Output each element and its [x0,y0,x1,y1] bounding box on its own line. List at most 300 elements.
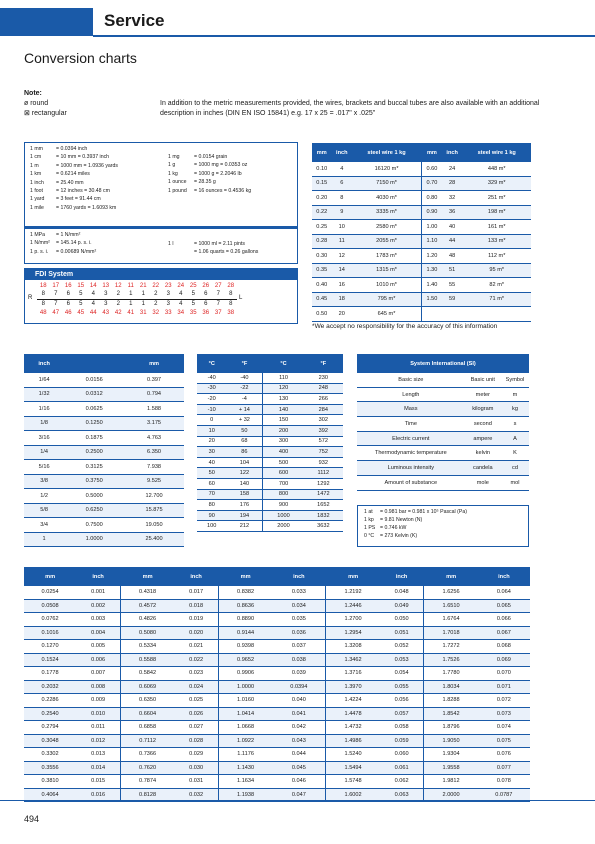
table-cell: 0.070 [478,667,530,681]
unit-name: 1 MPa [30,232,45,238]
page-header [0,8,595,36]
table-cell: 900 [263,500,304,511]
unit-value: = 1.06 quarts = 0.26 gallons [194,249,259,256]
table-cell: 1.2700 [326,613,380,627]
table-cell: 7150 m* [352,176,421,191]
unit-value: = 145.14 p. s. i. [56,240,92,247]
table-cell: 0.25 [312,220,332,235]
table-cell: 0.6250 [64,503,124,518]
table-row [24,599,530,613]
table-row [197,489,343,500]
unit-name: 1 m [30,162,39,169]
length-units-list [30,145,118,212]
si-unit-row [364,524,528,532]
table-cell: 1.10 [421,234,441,249]
table-row [197,478,343,489]
table-cell: kg [501,402,529,417]
table-cell: 0.6604 [120,707,174,721]
unit-row [30,231,96,239]
table-row [24,721,530,735]
table-cell: 198 m* [462,205,531,220]
table-row [197,436,343,447]
table-cell: 0.036 [272,626,326,640]
fdi-tooth-number: 18 [39,283,47,289]
table-row [197,383,343,394]
table-cell: 1.5494 [326,761,380,775]
unit-value: = 0.0154 grain [194,154,228,160]
table-cell: 158 [226,489,262,500]
fdi-tooth-number: 26 [202,283,210,289]
table-cell: 140 [263,404,304,415]
table-cell: 0.053 [380,653,424,667]
table-cell: 51 [442,263,463,278]
unit-value: = 12 inches = 30.48 cm [56,188,110,195]
temp-table-header: °F [226,354,262,373]
table-row [24,460,184,475]
si-unit-value: = 273 Kelvin (K) [380,533,418,539]
table-cell: 0.077 [478,761,530,775]
inch-fraction-table [24,354,184,547]
table-cell: 1.1176 [218,748,272,762]
fdi-title: FDI System [25,269,297,280]
table-cell: Time [357,417,465,432]
table-cell: 10 [197,425,226,436]
unit-row [30,248,96,256]
table-cell: 1.00 [421,220,441,235]
table-cell: 0.056 [380,694,424,708]
fdi-tooth-number: 46 [64,310,72,316]
table-cell: 0.005 [76,640,120,654]
fdi-tooth-number: 38 [227,310,235,316]
table-cell [421,307,441,322]
si-unit-value: = 9.81 Newton (N) [380,517,423,523]
table-cell: 50 [197,468,226,479]
table-cell: 500 [263,457,304,468]
table-cell: 86 [226,447,262,458]
table-cell: 0.011 [76,721,120,735]
table-cell: 2000 [263,521,304,532]
table-cell: 1/2 [24,489,64,504]
table-cell: 0.024 [174,680,218,694]
table-cell: 0.069 [478,653,530,667]
table-cell: 55 [442,278,463,293]
table-cell: 392 [304,425,343,436]
table-cell: 110 [263,373,304,383]
si-unit-row [364,508,528,516]
mm-table-header: inch [174,567,218,586]
unit-row [168,170,251,178]
table-cell: 19.050 [124,518,184,533]
table-row [197,510,343,521]
note-round: ø round [24,100,49,107]
table-row [312,162,531,176]
table-cell: 0.4318 [120,586,174,599]
fdi-tooth-number: 4 [91,301,95,307]
fdi-tooth-number: 11 [127,283,134,289]
table-cell: 0.064 [478,586,530,599]
table-cell: 0.0508 [24,599,76,613]
table-cell: 0.70 [421,176,441,191]
unit-name: 1 l [168,241,174,247]
table-cell: 0.043 [272,734,326,748]
table-cell: 0.031 [174,775,218,789]
divider [24,226,298,227]
table-cell: 1.1634 [218,775,272,789]
table-cell: 120 [263,383,304,394]
table-cell: 0.041 [272,707,326,721]
table-cell: 600 [263,468,304,479]
table-cell: -40 [197,373,226,383]
table-cell: mole [465,475,501,490]
fdi-tooth-number: 6 [66,291,70,297]
unit-name: 1 mg [168,154,180,160]
table-cell: 1.0000 [218,680,272,694]
unit-name: 1 yard [30,196,45,203]
table-cell: 32 [442,191,463,206]
table-cell: -10 [197,404,226,415]
table-cell: 68 [226,436,262,447]
table-cell: 0.049 [380,599,424,613]
wire-table-header: steel wire 1 kg [462,143,531,162]
unit-value: = 0.6214 miles [56,171,90,178]
table-cell: 1.7272 [424,640,478,654]
table-cell: 1/4 [24,445,64,460]
table-cell: 0.009 [76,694,120,708]
fdi-tooth-number: 15 [77,283,85,289]
fdi-tooth-number: 5 [191,291,195,297]
table-cell: 0.7500 [64,518,124,533]
table-cell: second [465,417,501,432]
fdi-tooth-number: 1 [141,301,145,307]
fdi-upper-quadrant-numbers [37,283,237,289]
mm-inch-table [24,567,530,802]
table-cell: 1.1938 [218,788,272,802]
fdi-tooth-number: 17 [52,283,60,289]
unit-value: = 0.00689 N/mm² [56,248,97,255]
mass-units-list [168,153,251,195]
table-cell: 0.015 [76,775,120,789]
mm-table-header: inch [380,567,424,586]
table-cell: 329 m* [462,176,531,191]
table-cell: 0.3048 [24,734,76,748]
table-row [197,425,343,436]
table-cell: 0.2794 [24,721,76,735]
table-row [24,402,184,417]
table-cell: 1.3462 [326,653,380,667]
table-cell: 0.065 [478,599,530,613]
table-cell: 0.067 [478,626,530,640]
fdi-tooth-number: 2 [154,291,158,297]
mm-table-header: inch [76,567,120,586]
table-cell: 448 m* [462,162,531,176]
unit-name: 1 pound [168,187,187,194]
table-cell: 0.073 [478,707,530,721]
fdi-tooth-number: 8 [41,291,45,297]
fdi-tooth-number: 25 [189,283,197,289]
table-cell: 3/4 [24,518,64,533]
table-cell: 0.034 [272,599,326,613]
si-unit-value: = 0.746 kW [380,525,407,531]
table-cell: 0.030 [174,761,218,775]
fdi-tooth-number: 32 [152,310,160,316]
table-row [357,446,529,461]
si-unit-name: 1 PS [364,525,376,531]
table-cell: 0.4572 [120,599,174,613]
mm-table-header: mm [424,567,478,586]
table-cell [442,307,463,322]
table-cell: 0.033 [272,586,326,599]
table-row [312,263,531,278]
table-row [357,387,529,402]
table-cell: 0.040 [272,694,326,708]
table-cell: 284 [304,404,343,415]
fdi-left-label: L [239,295,243,301]
wire-table-header: inch [442,143,463,162]
table-cell: 161 m* [462,220,531,235]
page-number: 494 [24,814,40,824]
table-row [24,489,184,504]
table-row [312,176,531,191]
wire-table-header: mm [421,143,441,162]
table-cell: -22 [226,383,262,394]
table-cell: 1.7526 [424,653,478,667]
table-cell: 1.4986 [326,734,380,748]
table-cell: 0.1270 [24,640,76,654]
table-cell: 36 [442,205,463,220]
table-cell: 0.032 [174,788,218,802]
table-cell: candela [465,461,501,476]
table-cell: Amount of substance [357,475,465,490]
table-cell: 0.9398 [218,640,272,654]
table-cell: 0.5588 [120,653,174,667]
unit-row [30,239,96,247]
table-cell: 1.2954 [326,626,380,640]
fdi-lower-tooth-numbers [37,301,237,307]
table-cell: 1.0000 [64,532,124,547]
fdi-tooth-number: 2 [154,301,158,307]
table-cell: 0.22 [312,205,332,220]
table-cell: 4.763 [124,431,184,446]
table-cell: 82 m* [462,278,531,293]
table-cell: -30 [197,383,226,394]
fdi-tooth-number: 21 [139,283,147,289]
table-cell: 0.5000 [64,489,124,504]
fdi-tooth-number: 41 [127,310,135,316]
unit-row [168,240,258,248]
table-cell: 1.20 [421,249,441,264]
fdi-upper-tooth-numbers [37,291,237,297]
fdi-tooth-number: 24 [177,283,185,289]
table-cell: 0.3556 [24,761,76,775]
table-cell: 1.8034 [424,680,478,694]
table-cell: 0.012 [76,734,120,748]
table-cell: 0.039 [272,667,326,681]
table-cell: 0.4064 [24,788,76,802]
unit-value: = 1000 g = 2.2046 lb [194,170,242,177]
table-cell: 1010 m* [352,278,421,293]
table-cell: 0.3750 [64,474,124,489]
table-cell: 1.8542 [424,707,478,721]
fdi-tooth-number: 7 [216,291,220,297]
table-cell: 0.397 [124,373,184,387]
table-row [24,445,184,460]
table-cell: 0.003 [76,613,120,627]
fdi-tooth-number: 33 [164,310,172,316]
table-row [197,404,343,415]
table-cell: 0.046 [272,775,326,789]
table-cell: 1832 [304,510,343,521]
table-row [24,431,184,446]
table-cell: 0.6858 [120,721,174,735]
table-cell: 1652 [304,500,343,511]
unit-row [168,248,258,256]
unit-name: 1 p. s. i. [30,248,49,255]
table-cell: 0.1016 [24,626,76,640]
unit-row [30,179,118,187]
table-cell: 12.700 [124,489,184,504]
table-cell: 5/16 [24,460,64,475]
table-cell: 1.0160 [218,694,272,708]
table-cell: 1.5748 [326,775,380,789]
table-cell: 795 m* [352,292,421,307]
table-cell: 194 [226,510,262,521]
table-row [197,500,343,511]
footer-rule [0,800,595,801]
table-cell: 0.060 [380,748,424,762]
table-cell: 0.016 [76,788,120,802]
si-unit-equivalents [357,505,529,547]
table-cell: 0.5080 [120,626,174,640]
table-cell: 0.1524 [24,653,76,667]
fdi-tooth-number: 13 [102,283,110,289]
table-cell: 0.054 [380,667,424,681]
unit-value: = 3 feet = 91.44 cm [56,196,101,203]
fdi-tooth-number: 34 [177,310,185,316]
fdi-tooth-number: 7 [216,301,220,307]
table-cell: 3335 m* [352,205,421,220]
table-row [24,734,530,748]
table-row [24,640,530,654]
note-label: Note: [24,90,42,97]
table-cell: 0.0787 [478,788,530,802]
table-cell: 0.1875 [64,431,124,446]
table-cell: 11 [332,234,353,249]
fdi-tooth-number: 16 [64,283,72,289]
mm-table-header: inch [272,567,326,586]
si-column-header: Basic size [357,373,465,387]
mm-table-header: inch [478,567,530,586]
table-cell: 0.0312 [64,387,124,402]
table-cell: 0.068 [478,640,530,654]
si-unit-name: 0 °C [364,533,375,539]
table-cell: 18 [332,292,353,307]
fdi-tooth-number: 22 [152,283,160,289]
table-cell: 0.1250 [64,416,124,431]
table-cell: 0.35 [312,263,332,278]
table-cell: 0.038 [272,653,326,667]
table-cell: m [501,387,529,402]
table-cell: 0.50 [312,307,332,322]
table-cell: 0.001 [76,586,120,599]
table-cell: 4 [332,162,353,176]
si-unit-value: = 0.981 bar = 0.981 x 10⁵ Pascal (Pa) [380,509,467,515]
table-cell: 150 [263,415,304,426]
table-cell: kilogram [465,402,501,417]
table-cell: 1.9050 [424,734,478,748]
unit-value: = 1760 yards = 1.6093 km [56,204,117,211]
si-column-header-row [357,373,529,387]
table-cell: 1.5240 [326,748,380,762]
table-cell: 0.60 [421,162,441,176]
table-row [24,694,530,708]
table-cell: Length [357,387,465,402]
volume-units-list [168,240,258,257]
table-row [24,653,530,667]
table-cell: 5/8 [24,503,64,518]
table-cell: 16120 m* [352,162,421,176]
unit-value: = 28.35 g [194,179,216,186]
temperature-table [197,354,343,532]
unit-row [30,162,118,170]
table-cell: 50 [226,425,262,436]
table-cell: 30 [197,447,226,458]
table-cell: 60 [197,478,226,489]
table-row [24,761,530,775]
unit-row [30,204,118,212]
table-cell: 1.6002 [326,788,380,802]
table-cell: 0.45 [312,292,332,307]
si-column-header: Symbol [501,373,529,387]
table-cell: 0.8636 [218,599,272,613]
table-cell: 0.80 [421,191,441,206]
fdi-tooth-number: 43 [102,310,110,316]
table-cell: 0.059 [380,734,424,748]
fdi-tooth-number: 42 [114,310,122,316]
table-row [24,373,184,387]
table-row [24,532,184,547]
table-cell: 400 [263,447,304,458]
unit-name: 1 ounce [168,179,187,186]
table-cell: 1/8 [24,416,64,431]
unit-name: 1 mile [30,204,44,211]
table-cell: 59 [442,292,463,307]
table-cell: 104 [226,457,262,468]
table-cell: 48 [442,249,463,264]
table-cell: 0.2500 [64,445,124,460]
header-title: Service [104,11,165,30]
table-cell: 12 [332,249,353,264]
table-cell: 1472 [304,489,343,500]
table-cell: 1.50 [421,292,441,307]
table-cell: 24 [442,162,463,176]
table-cell: 1112 [304,468,343,479]
unit-value: = 1000 ml = 2.11 pints [194,241,245,247]
unit-name: 1 N/mm² [30,240,50,247]
table-cell: 1783 m* [352,249,421,264]
si-unit-name: 1 at [364,509,373,515]
table-cell: 1.3970 [326,680,380,694]
table-cell: 0.1778 [24,667,76,681]
fdi-tooth-number: 14 [89,283,97,289]
table-cell: 0.4826 [120,613,174,627]
fdi-tooth-number: 27 [214,283,222,289]
wire-table-header: mm [312,143,332,162]
table-cell: 0.0254 [24,586,76,599]
table-cell: 0.6350 [120,694,174,708]
table-cell: 248 [304,383,343,394]
table-cell: 1.588 [124,402,184,417]
table-cell: 0.020 [174,626,218,640]
